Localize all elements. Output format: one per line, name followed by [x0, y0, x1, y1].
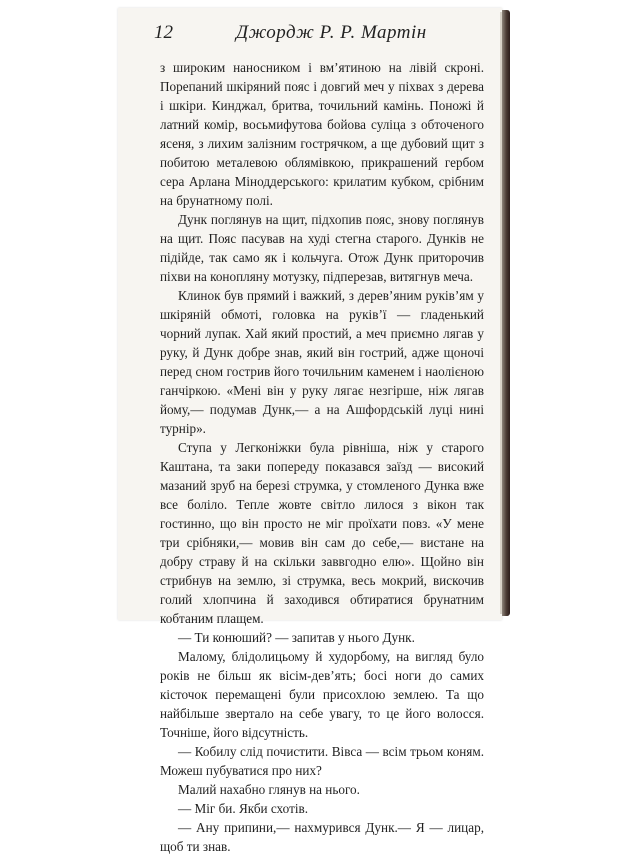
dialogue-line: — Ти конюший? — запитав у нього Дунк. [178, 630, 415, 645]
dialogue-line: — Ану припини,— нахмурився Дунк.— Я — лицар, щоб ти знав. [160, 820, 484, 854]
dialogue-line: — Міг би. Якби схотів. [178, 801, 309, 816]
page-number: 12 [154, 22, 173, 43]
book-author: Джордж Р. Р. Мартін [236, 22, 427, 43]
paragraph: Дунк поглянув на щит, підхопив пояс, знову поглянув на щит. Пояс пасував на худі стегна старого. Дунків не підійде, так само як і кольчуга. Отож Дунк приторочив піхви на конопляну мотузку, підперезав, витягнув меча. [160, 212, 484, 284]
paragraph: Клинок був прямий і важкий, з дерев’яним руків’ям у шкіряній обмоті, головка на руків’ї — гладенький чорний лупак. Хай який простий, а меч приємно лягав у руку, й Дунк добре знав, який він гострий, адже щоночі перед сном гострив його точильним каменем і наолієною ганчіркою. «Мені він у руку лягає незгірше, ніж лягав йому,— подумав Дунк,— а на Ашфордській луці нині турнір». [160, 288, 484, 436]
running-head [154, 22, 492, 44]
dialogue-line: — Кобилу слід почистити. Вівса — всім трьом коням. Можеш пубуватися про них? [160, 744, 484, 778]
paragraph: Малому, блідолицьому й худорбому, на вигляд було років не більш як вісім-дев’ять; босі ноги до самих кісточок перемащені були присохлою землею. Та що найбільше звертало на себе увагу, то це його волосся. Точніше, його відсутність. [160, 649, 484, 740]
paragraph: Малий нахабно глянув на нього. [178, 782, 360, 797]
body-text [160, 58, 484, 856]
paragraph: з широким наносником і вм’ятиною на лівій скроні. Порепаний шкіряний пояс і довгий меч у піхвах з дерева і шкіри. Кинджал, бритва, точильний камінь. Поножі й латний комір, восьмифутова бойова суліца з обточеного ясеня, з лихим залізним гострячком, а ще дубовий щит з побитою металевою облямівкою, прикрашений гербом сера Арлана Міноддерського: крилатим кубком, срібним на брунатному полі. [160, 60, 484, 208]
paragraph: Ступа у Легконіжки була рівніша, ніж у старого Каштана, та заки попереду показався заїзд — високий мазаний зруб на березі струмка, у стомленого Дунка вже все боліло. Тепле жовте світло лилося з вікон так гостинно, що він просто не міг проїхати повз. «У мене три срібняки,— мовив він сам до себе,— вистане на добру страву й на скільки заввгодно елю». Щойно він стрибнув на землю, зі струмка, весь мокрий, вискочив голий хлопчина й заходився обтиратися брунатним кобтаним плащем. [160, 440, 484, 626]
book-spine [502, 10, 510, 616]
